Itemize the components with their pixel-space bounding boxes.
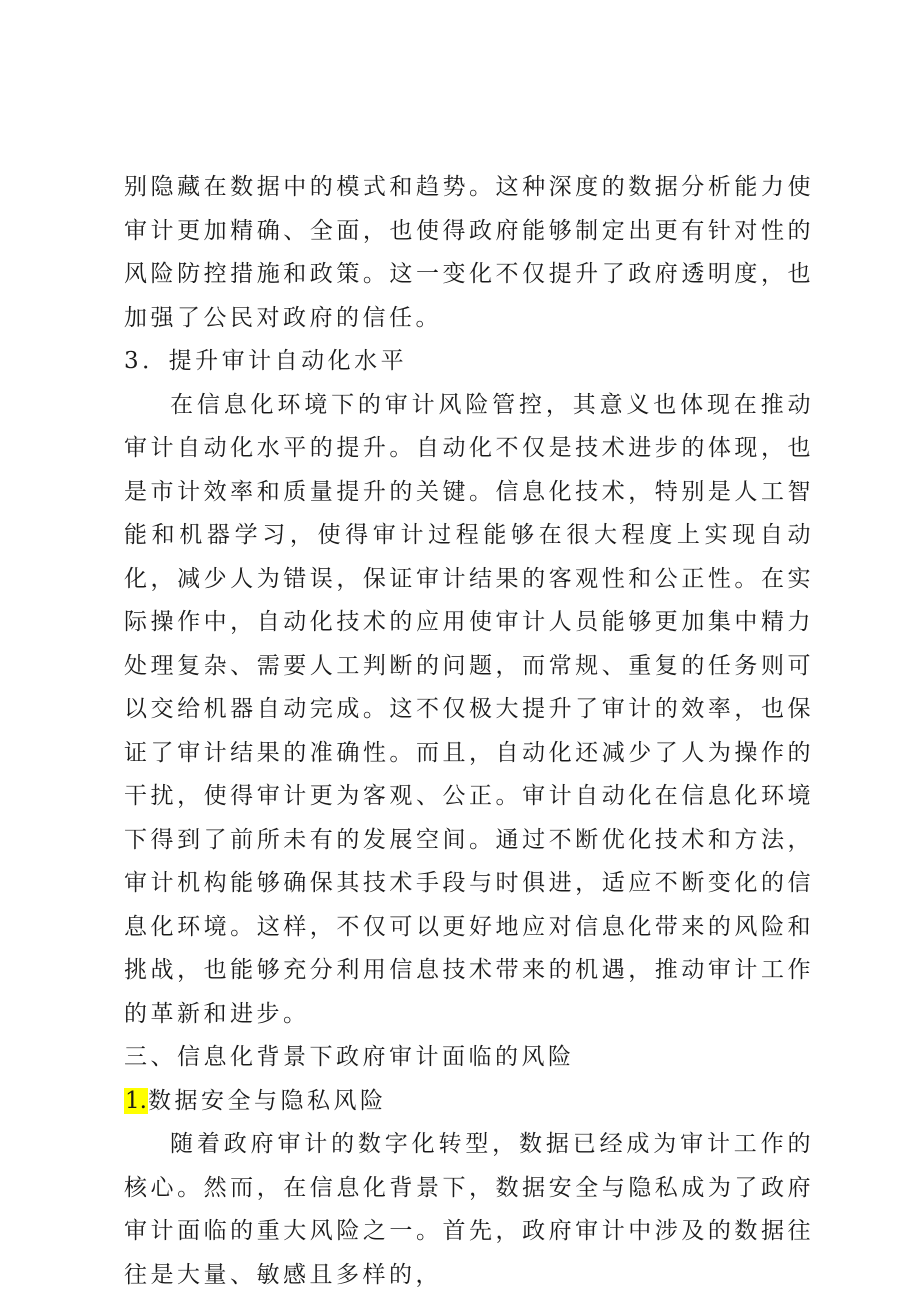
paragraph-continuation: 别隐藏在数据中的模式和趋势。这种深度的数据分析能力使审计更加精确、全面，也使得政府能够制定出更有针对性的风险防控措施和政策。这一变化不仅提升了政府透明度，也加强了公民对政府的信任。	[124, 174, 814, 331]
subheading-data-security	[124, 1080, 814, 1124]
highlighted-number: 1.	[125, 1087, 147, 1114]
paragraph-data-security: 随着政府审计的数字化转型，数据已经成为审计工作的核心。然而，在信息化背景下，数据安全与隐私成为了政府审计面临的重大风险之一。首先，政府审计中涉及的数据往往是大量、敏感且多样的，	[124, 1131, 814, 1288]
paragraph-automation: 在信息化环境下的审计风险管控，其意义也体现在推动审计自动化水平的提升。自动化不仅是技术进步的体现，也是市计效率和质量提升的关键。信息化技术，特别是人工智能和机器学习，使得审计过程能够在很大程度上实现自动化，减少人为错误，保证审计结果的客观性和公正性。在实际操作中，自动化技术的应用使审计人员能够更加集中精力处理复杂、需要人工判断的问题，而常规、重复的任务则可以交给机器自动完成。这不仅极大提升了审计的效率，也保证了审计结果的准确性。而且，自动化还减少了人为操作的干扰，使得审计更为客观、公正。审计自动化在信息化环境下得到了前所未有的发展空间。通过不断优化技术和方法，审计机构能够确保其技术手段与时俱进，适应不断变化的信息化环境。这样，不仅可以更好地应对信息化带来的风险和挑战，也能够充分利用信息技术带来的机遇，推动审计工作的革新和进步。	[124, 391, 814, 1027]
document-body	[124, 166, 814, 1297]
subheading-automation: 3．提升审计自动化水平	[124, 348, 408, 374]
subheading-data-security-text: 数据安全与隐私风险	[147, 1087, 387, 1114]
section-heading-risks: 三、信息化背景下政府审计面临的风险	[124, 1044, 575, 1070]
